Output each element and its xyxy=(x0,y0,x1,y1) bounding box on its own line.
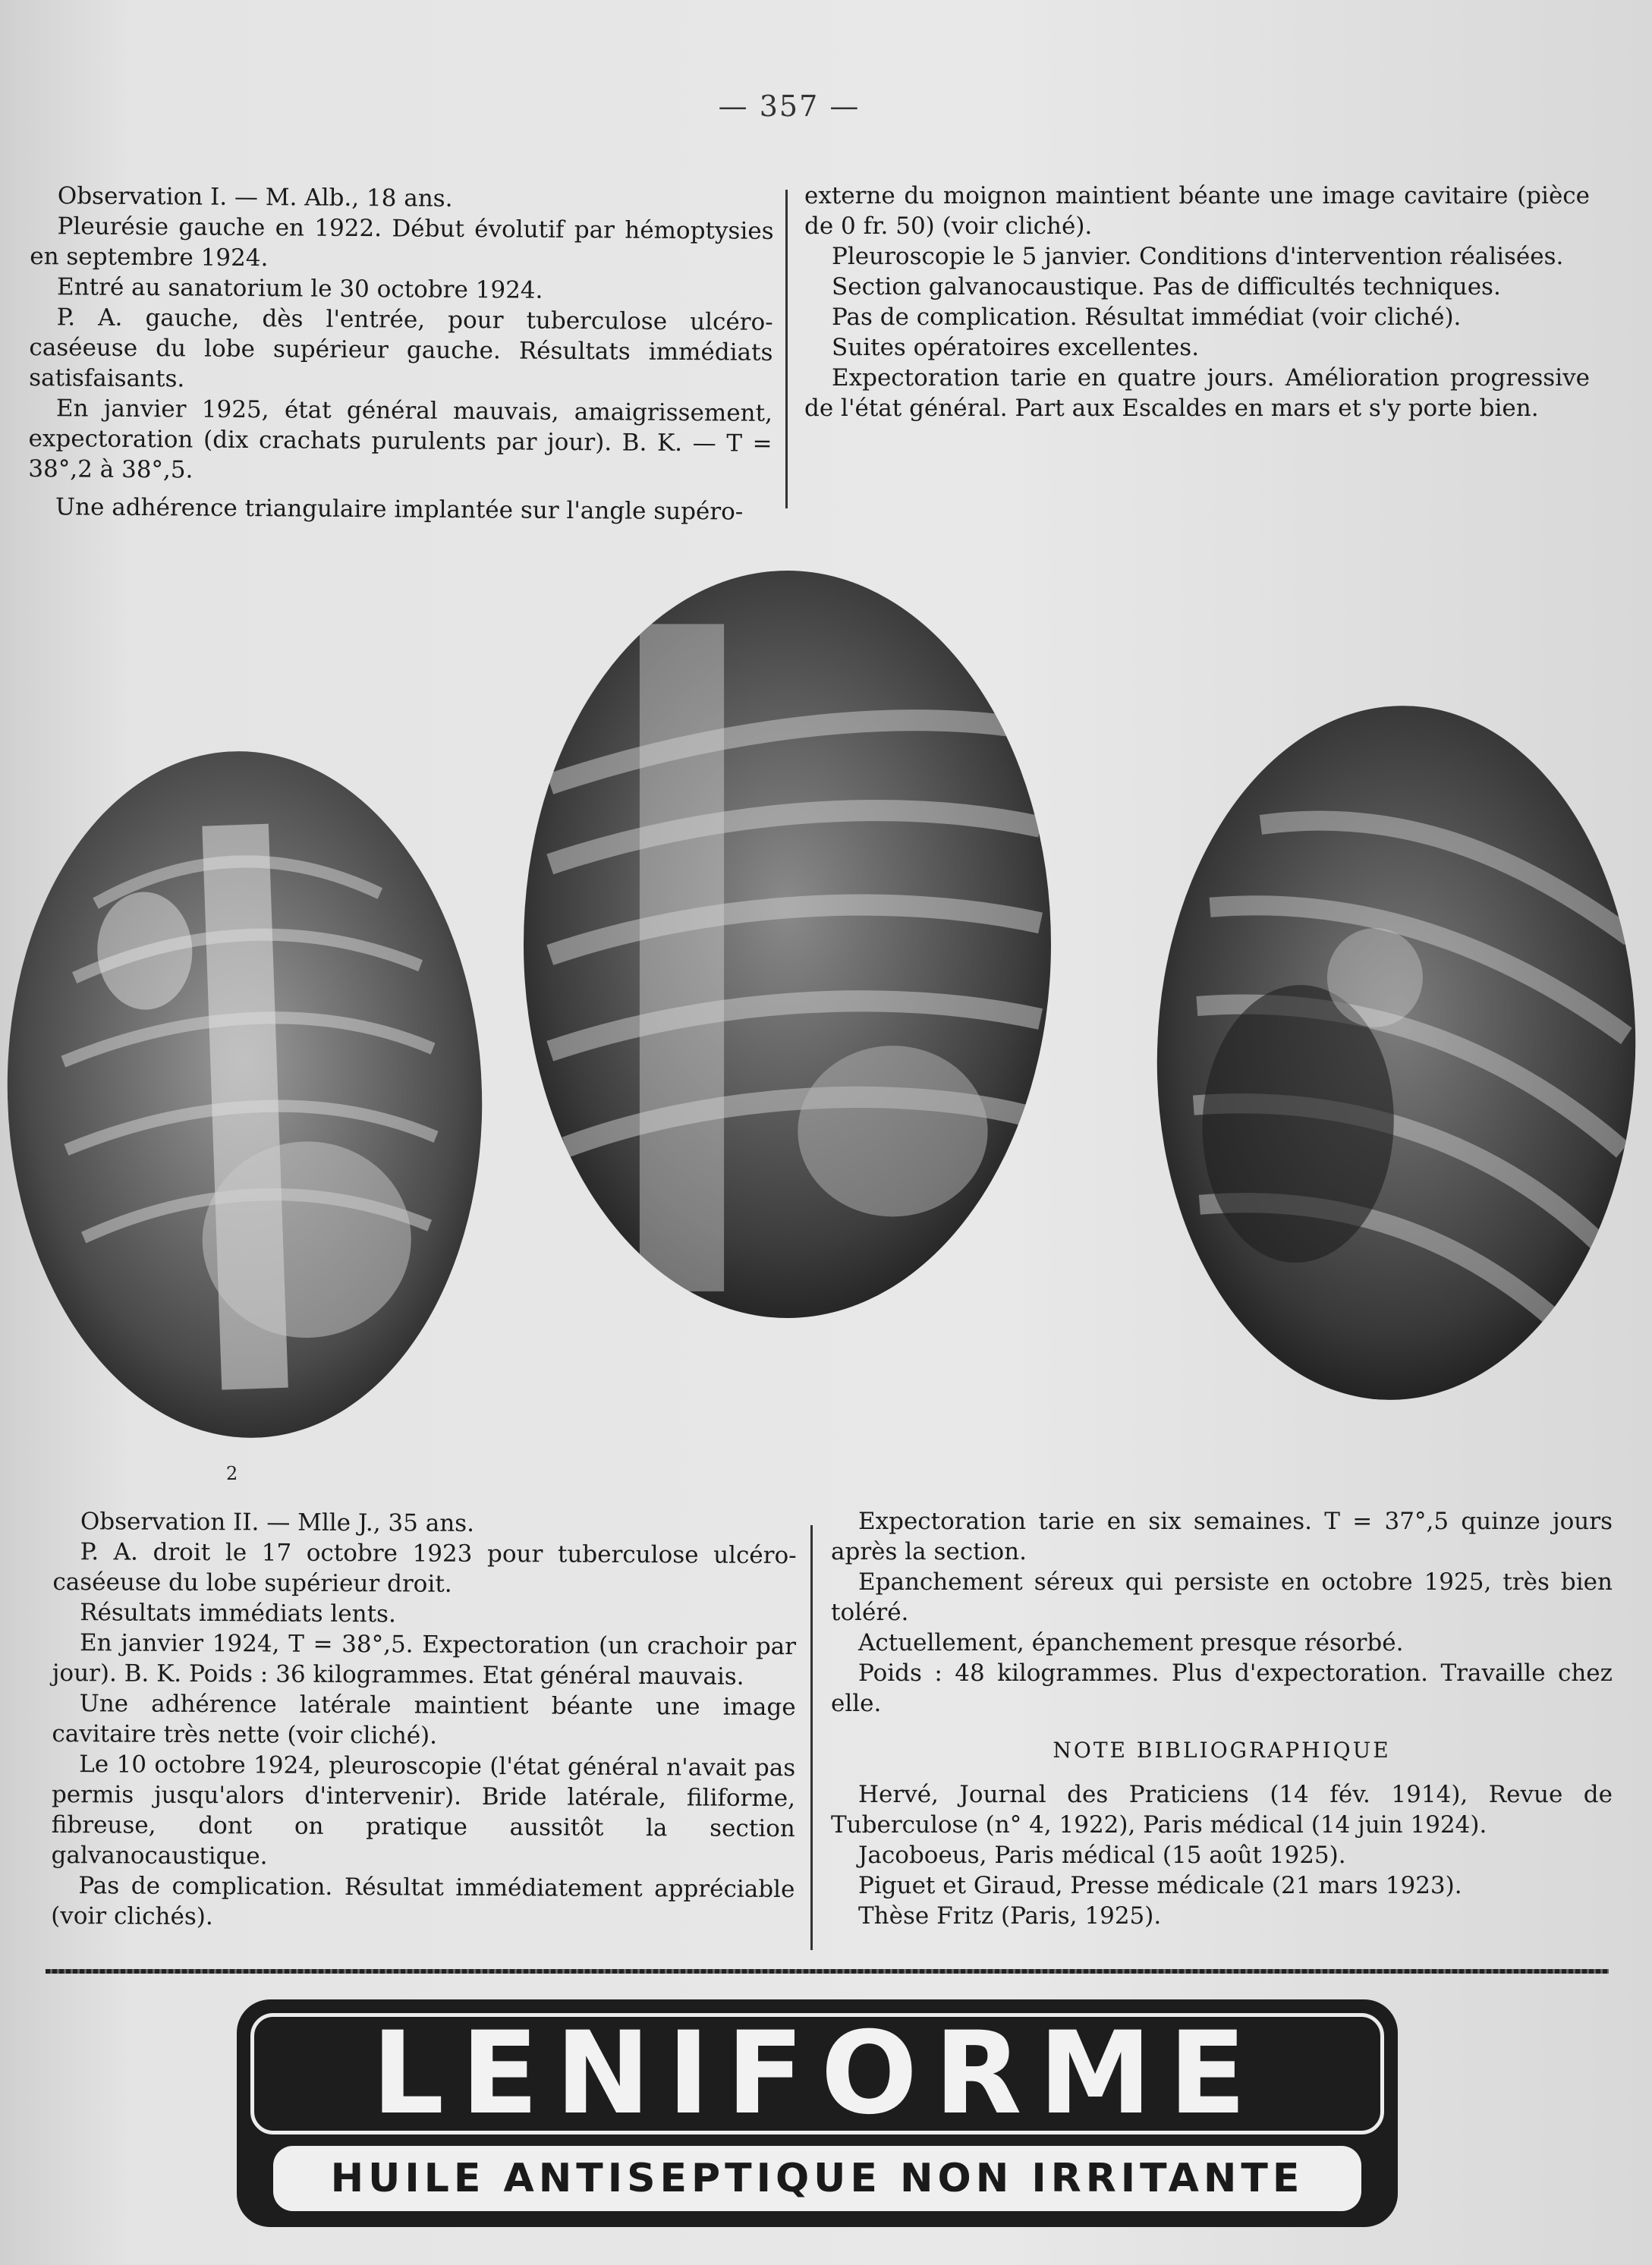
paragraph: En janvier 1924, T = 38°,5. Expectoration (un crachoir par jour). B. K. Poids : 36 kilogrammes. Etat général mauvais. xyxy=(52,1629,797,1691)
xray-image-right xyxy=(1145,697,1647,1408)
paragraph: Pleuroscopie le 5 janvier. Conditions d'intervention réalisées. xyxy=(832,243,1564,270)
paragraph: Résultats immédiats lents. xyxy=(80,1599,396,1628)
paragraph: Section galvanocaustique. Pas de difficultés techniques. xyxy=(832,273,1501,300)
paragraph: Pas de complication. Résultat immédiatement appréciable (voir clichés). xyxy=(51,1872,795,1931)
paragraph: Suites opératoires excellentes. xyxy=(832,334,1200,361)
paragraph: Pas de complication. Résultat immédiat (voir cliché). xyxy=(832,304,1462,331)
paragraph: Epanchement séreux qui persiste en octobre 1925, très bien toléré. xyxy=(831,1568,1613,1626)
paragraph: Expectoration tarie en six semaines. T = 37°,5 quinze jours après la section. xyxy=(831,1508,1613,1565)
paragraph: Entré au sanatorium le 30 octobre 1924. xyxy=(56,273,543,304)
bibliography-entry: Thèse Fritz (Paris, 1925). xyxy=(858,1902,1162,1930)
observation-1-heading: Observation I. — M. Alb., 18 ans. xyxy=(57,182,453,212)
paragraph: Le 10 octobre 1924, pleuroscopie (l'état général n'avait pas permis jusqu'alors d'intervenir). Bride latérale, filiforme, fibreuse, dont on pratique aussitôt la section galvanocaustique. xyxy=(51,1751,796,1870)
paragraph: P. A. gauche, dès l'entrée, pour tuberculose ulcéro-caséeuse du lobe supérieur gauche. Résultats immédiats satisfaisants. xyxy=(29,304,773,393)
figure-mark: 2 xyxy=(226,1463,238,1484)
bibliography-entry: Hervé, Journal des Praticiens (14 fév. 1914), Revue de Tuberculose (n° 4, 1922), Paris médical (14 juin 1924). xyxy=(831,1781,1613,1839)
bibliography-entry: Jacoboeus, Paris médical (15 août 1925). xyxy=(858,1842,1346,1869)
paragraph: Poids : 48 kilogrammes. Plus d'expectoration. Travaille chez elle. xyxy=(831,1659,1613,1717)
ad-tagline: HUILE ANTISEPTIQUE NON IRRITANTE xyxy=(273,2146,1361,2211)
observation-2-right-column xyxy=(831,1506,1613,1931)
paragraph: externe du moignon maintient béante une image cavitaire (pièce de 0 fr. 50) (voir cliché). xyxy=(804,182,1590,240)
paragraph: Actuellement, épanchement presque résorbé. xyxy=(858,1629,1404,1656)
observation-2-left-column xyxy=(51,1506,797,1935)
page-number: — 357 — xyxy=(718,90,861,123)
paragraph: P. A. droit le 17 octobre 1923 pour tuberculose ulcéro-caséeuse du lobe supérieur droit. xyxy=(52,1538,797,1598)
paragraph: Une adhérence triangulaire implantée sur l'angle supéro- xyxy=(55,493,744,526)
observation-1-left-column xyxy=(28,181,774,527)
observation-1-right-column xyxy=(804,181,1590,423)
bibliography-entry: Piguet et Giraud, Presse médicale (21 mars 1923). xyxy=(858,1872,1462,1899)
column-divider xyxy=(810,1525,813,1950)
paragraph: Pleurésie gauche en 1922. Début évolutif par hémoptysies en septembre 1924. xyxy=(30,212,774,272)
paragraph: Une adhérence latérale maintient béante une image cavitaire très nette (voir cliché). xyxy=(52,1690,796,1750)
xray-image-center xyxy=(524,571,1051,1318)
paragraph: En janvier 1925, état général mauvais, amaigrissement, expectoration (dix crachats purulents par jour). B. K. — T = 38°,2 à 38°,5. xyxy=(28,395,773,484)
xray-image-left xyxy=(0,743,494,1446)
bibliography-title: NOTE BIBLIOGRAPHIQUE xyxy=(1053,1738,1391,1763)
ad-brand: LENIFORME xyxy=(371,2008,1263,2140)
column-divider xyxy=(785,190,788,508)
observation-2-heading: Observation II. — Mlle J., 35 ans. xyxy=(80,1508,475,1537)
horizontal-rule xyxy=(46,1969,1609,1974)
paragraph: Expectoration tarie en quatre jours. Amélioration progressive de l'état général. Part aux Escaldes en mars et s'y porte bien. xyxy=(804,364,1590,422)
